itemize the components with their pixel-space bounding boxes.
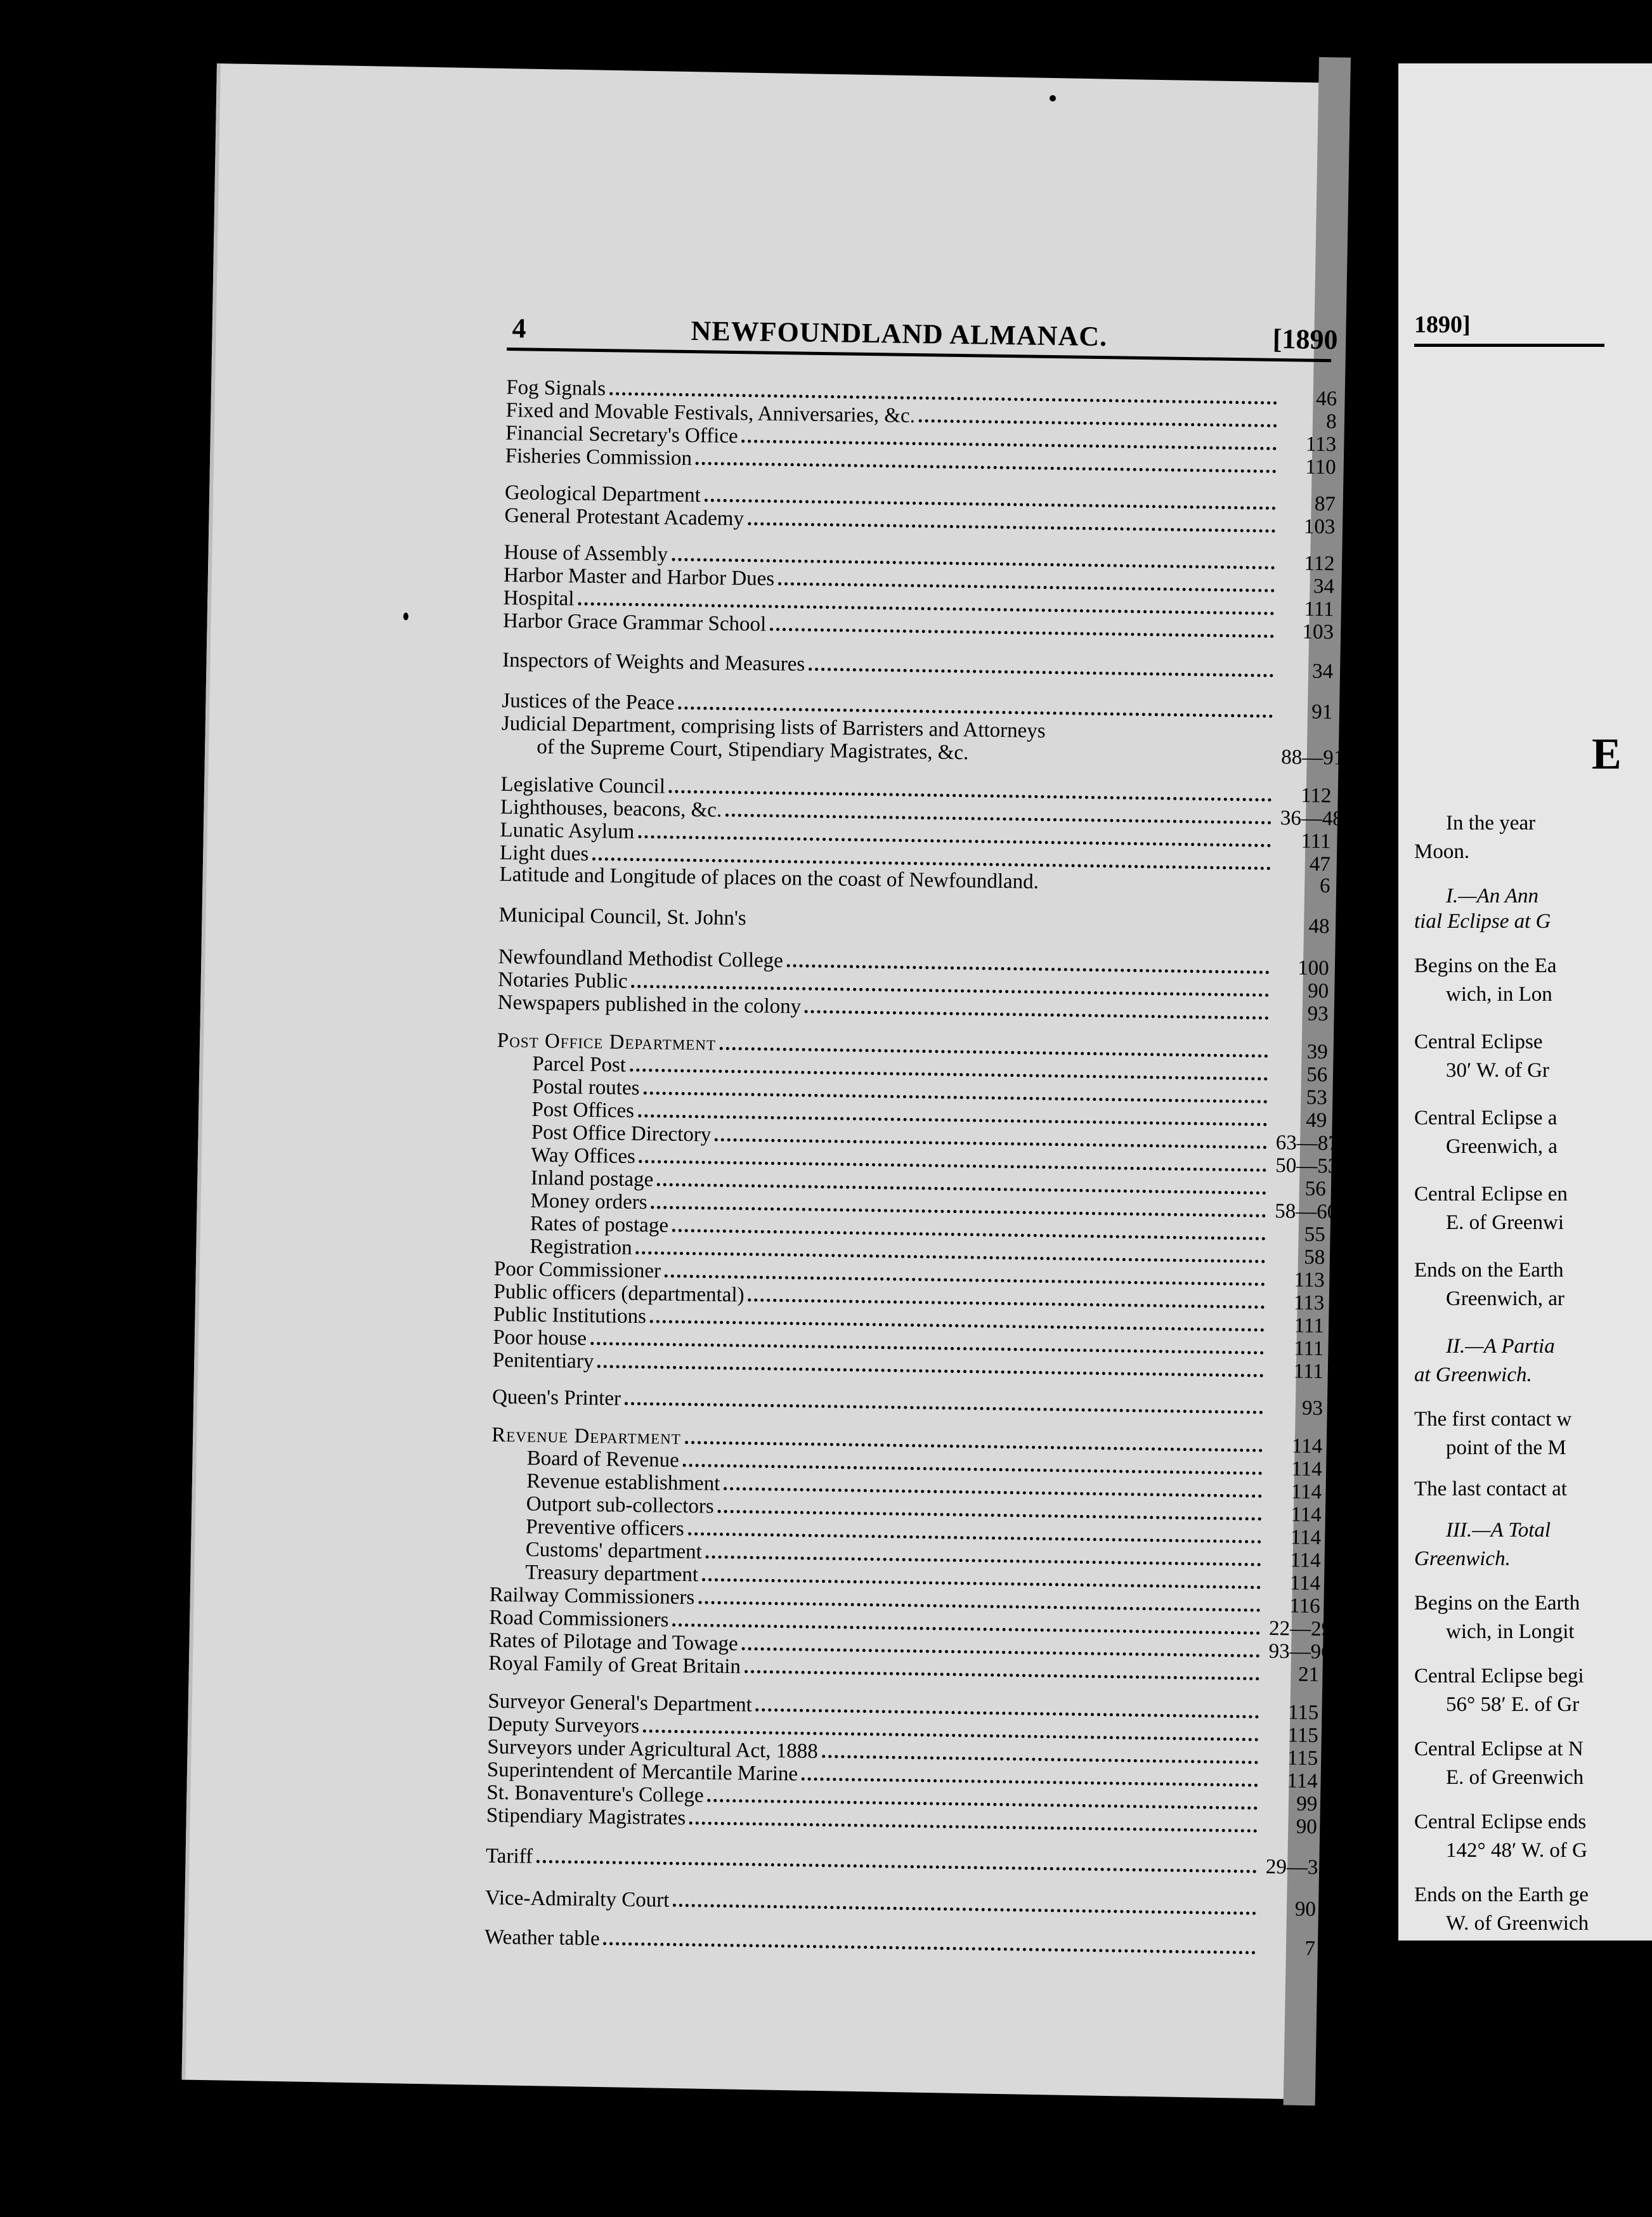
- leader-dots: [673, 1904, 1256, 1915]
- leader-dots: [748, 522, 1275, 533]
- table-of-contents: [484, 311, 1344, 2003]
- toc-entry-label: Money orders: [530, 1189, 647, 1214]
- right-page-line: wich, in Longit: [1446, 1620, 1575, 1643]
- toc-entry-page: 112: [1300, 784, 1332, 808]
- toc-entry-page: 114: [1290, 1526, 1322, 1550]
- toc-entry-page: 50—53: [1275, 1154, 1339, 1178]
- toc-entry-page: 115: [1287, 1746, 1318, 1771]
- toc-entry-label: Penitentiary: [492, 1348, 594, 1374]
- leader-dots: [822, 1755, 1259, 1764]
- leader-dots: [809, 668, 1273, 677]
- toc-entry-label: of the Supreme Court, Stipendiary Magistrates, &c.: [537, 735, 969, 765]
- toc-entry-label: Light dues: [499, 841, 589, 866]
- toc-entry-page: 91: [1311, 700, 1333, 724]
- toc-entry-label: Municipal Council, St. John's: [498, 903, 746, 930]
- toc-entry-label: Public Institutions: [493, 1303, 647, 1329]
- toc-entry-page: 111: [1294, 1314, 1325, 1338]
- toc-entry-label: Inspectors of Weights and Measures: [502, 648, 805, 676]
- leader-dots: [787, 964, 1270, 974]
- right-page-line: III.—A Total: [1446, 1519, 1551, 1542]
- leader-dots: [756, 1708, 1259, 1719]
- toc-entry-label: Board of Revenue: [526, 1447, 680, 1472]
- toc-entry-page: 47: [1309, 852, 1331, 876]
- toc-entry-label: Financial Secretary's Office: [505, 421, 738, 448]
- toc-entry-label: Post Office Directory: [531, 1121, 712, 1147]
- toc-entry-page: 58: [1304, 1245, 1325, 1270]
- leader-dots: [778, 582, 1275, 592]
- right-page-drop-letter: E: [1592, 730, 1622, 779]
- toc-entry-label: Post Office Department: [497, 1029, 717, 1055]
- toc-entry-page: 22—29: [1268, 1616, 1332, 1641]
- leader-dots: [689, 1821, 1258, 1833]
- toc-entry-label: Latitude and Longitude of places on the coast of Newfoundland.: [499, 862, 1039, 894]
- right-page-line: 56° 58′ E. of Gr: [1446, 1693, 1580, 1716]
- toc-entry-page: 46: [1315, 387, 1337, 411]
- toc-entry-page: 115: [1287, 1701, 1319, 1725]
- toc-entry-page: 114: [1287, 1769, 1318, 1793]
- toc-entry-page: 63—87: [1275, 1131, 1339, 1155]
- toc-entry-page: 93: [1301, 1396, 1324, 1421]
- right-page-line: E. of Greenwich: [1446, 1766, 1584, 1789]
- toc-entry-page: 93—96: [1268, 1639, 1332, 1664]
- leader-dots: [597, 1365, 1263, 1377]
- toc-entry-label: Revenue Department: [491, 1423, 682, 1449]
- leader-dots: [745, 1670, 1259, 1680]
- toc-entry-page: 56: [1306, 1063, 1328, 1087]
- toc-entry-page: 56: [1304, 1177, 1327, 1201]
- toc-entry-page: 103: [1303, 515, 1336, 539]
- leader-dots: [805, 1010, 1269, 1020]
- toc-entry-page: 36—48: [1280, 807, 1344, 831]
- toc-entry-page: 29—32: [1265, 1855, 1329, 1880]
- leader-dots: [919, 419, 1277, 427]
- toc-entry: [485, 1844, 1329, 1880]
- leader-dots: [604, 1942, 1256, 1954]
- toc-entry-label: General Protestant Academy: [504, 504, 745, 531]
- toc-entry-label: Fisheries Commission: [505, 444, 693, 471]
- toc-entry-page: 111: [1293, 1337, 1324, 1361]
- right-page-line: Greenwich, ar: [1446, 1287, 1564, 1310]
- toc-entry-label: Road Commissioners: [488, 1606, 669, 1632]
- right-page-line: In the year: [1446, 812, 1536, 835]
- leader-dots: [696, 462, 1277, 473]
- right-page-line: I.—An Ann: [1446, 885, 1539, 907]
- toc-entry-label: House of Assembly: [504, 540, 668, 566]
- toc-entry-page: 103: [1302, 620, 1334, 644]
- toc-entry-page: 113: [1305, 432, 1337, 457]
- toc-entry: [485, 1887, 1316, 1921]
- toc-entry-page: 21: [1298, 1663, 1320, 1687]
- toc-entry-page: 90: [1294, 1897, 1317, 1921]
- toc-entry-page: 114: [1291, 1457, 1322, 1481]
- toc-entry-label: Queen's Printer: [491, 1385, 621, 1410]
- right-page-line: Ends on the Earth ge: [1414, 1883, 1589, 1906]
- right-page-line: 30′ W. of Gr: [1446, 1059, 1550, 1082]
- toc-entry-page: 90: [1307, 979, 1329, 1003]
- toc-entry-label: Parcel Post: [532, 1052, 627, 1077]
- toc-entry-label: Preventive officers: [525, 1515, 685, 1541]
- leader-dots: [625, 1402, 1263, 1414]
- toc-entry-label: St. Bonaventure's College: [486, 1781, 704, 1807]
- right-page-line: Central Eclipse en: [1414, 1183, 1568, 1206]
- toc-entry-label: Post Offices: [531, 1098, 635, 1122]
- right-page-line: Central Eclipse begi: [1414, 1665, 1584, 1687]
- toc-entry-page: 39: [1306, 1040, 1329, 1064]
- toc-entry-page: 7: [1304, 1937, 1316, 1961]
- toc-entry-page: 53: [1306, 1086, 1328, 1110]
- toc-entry-page: 114: [1289, 1571, 1321, 1596]
- right-page-line: Central Eclipse: [1414, 1030, 1543, 1053]
- toc-entry-label: Surveyors under Agricultural Act, 1888: [487, 1735, 819, 1764]
- leader-dots: [537, 1860, 1257, 1873]
- toc-entry-page: 49: [1306, 1108, 1327, 1133]
- toc-entry-label: Registration: [530, 1235, 632, 1259]
- toc-entry-page: 115: [1287, 1724, 1319, 1748]
- toc-entry-page: 58—60: [1275, 1200, 1338, 1224]
- toc-entry-label: Harbor Master and Harbor Dues: [503, 563, 775, 590]
- toc-entry-page: 34: [1311, 660, 1334, 684]
- right-page-line: Greenwich, a: [1446, 1135, 1558, 1158]
- toc-entry-label: Judicial Department, comprising lists of Barristers and Attorneys: [501, 712, 1046, 743]
- toc-entry-label: Weather table: [484, 1925, 600, 1951]
- toc-entry-page: 111: [1301, 829, 1331, 854]
- toc-entry: [502, 649, 1333, 683]
- right-page-line: Greenwich.: [1414, 1547, 1511, 1570]
- toc-entry-label: Outport sub-collectors: [526, 1492, 714, 1518]
- right-page-content: [1414, 311, 1622, 1935]
- toc-entry-page: 113: [1294, 1268, 1325, 1292]
- right-page-line: Moon.: [1414, 840, 1470, 863]
- toc-entry-page: 99: [1296, 1792, 1318, 1816]
- toc-entry: [485, 1926, 1315, 1960]
- toc-entry-page: 100: [1297, 956, 1329, 980]
- toc-entry-label: Fog Signals: [506, 375, 606, 401]
- toc-entry-label: Lunatic Asylum: [500, 818, 635, 843]
- page-year: [1890: [1272, 323, 1338, 356]
- toc-entry: [492, 1386, 1323, 1420]
- ink-speck: [1050, 95, 1056, 101]
- toc-entry-label: Hospital: [503, 586, 575, 611]
- toc-entry-page: 114: [1290, 1549, 1321, 1573]
- toc-entry-label: Stipendiary Magistrates: [486, 1804, 686, 1830]
- right-page-line: Central Eclipse at N: [1414, 1738, 1584, 1760]
- right-page-line: point of the M: [1446, 1436, 1566, 1459]
- leader-dots: [770, 628, 1274, 638]
- toc-entry-page: 93: [1307, 1002, 1329, 1026]
- toc-entry-page: 111: [1304, 597, 1334, 621]
- toc-entry-label: Legislative Council: [500, 772, 666, 798]
- toc-entry-label: Harbor Grace Grammar School: [502, 609, 767, 636]
- toc-entry-label: Customs' department: [525, 1538, 703, 1564]
- right-page-line: E. of Greenwi: [1446, 1211, 1564, 1234]
- toc-entry-label: Surveyor General's Department: [488, 1689, 753, 1717]
- toc-entry-page: 90: [1296, 1815, 1317, 1839]
- right-page-line: at Greenwich.: [1414, 1363, 1532, 1386]
- right-page-line: II.—A Partia: [1446, 1335, 1555, 1358]
- toc-entry-label: Inland postage: [530, 1166, 654, 1192]
- toc-entry-label: Newfoundland Methodist College: [498, 945, 784, 973]
- toc-entry-label: Poor house: [493, 1325, 587, 1350]
- toc-entry-label: Public officers (departmental): [493, 1280, 745, 1307]
- toc-entry-page: 34: [1313, 575, 1335, 599]
- toc-entry-page: 111: [1293, 1360, 1324, 1384]
- toc-entry-label: Way Offices: [531, 1143, 636, 1168]
- toc-entry-label: Justices of the Peace: [502, 689, 675, 715]
- toc-entry-label: Railway Commissioners: [489, 1583, 695, 1609]
- toc-entry-page: 114: [1291, 1503, 1322, 1527]
- toc-entry-page: 114: [1291, 1480, 1322, 1504]
- right-page-line: The last contact at: [1414, 1478, 1567, 1500]
- toc-entry-label: Geological Department: [504, 481, 701, 507]
- leader-dots: [802, 1778, 1258, 1787]
- toc-entry-page: 116: [1289, 1594, 1320, 1618]
- toc-entry-label: Revenue establishment: [526, 1469, 720, 1495]
- right-page-line: tial Eclipse at G: [1414, 910, 1551, 933]
- right-page-line: Ends on the Earth: [1414, 1259, 1564, 1282]
- toc-entry-page: 8: [1325, 410, 1337, 434]
- toc-entry-page: 55: [1304, 1223, 1326, 1247]
- toc-entry-label: Lighthouses, beacons, &c.: [500, 795, 722, 822]
- leader-dots: [972, 759, 1272, 764]
- toc-entry: [498, 904, 1329, 938]
- right-page-line: Begins on the Earth: [1414, 1592, 1580, 1615]
- toc-entry-label: Rates of postage: [530, 1212, 669, 1237]
- right-page-line: Central Eclipse a: [1414, 1107, 1558, 1129]
- toc-entry-label: Treasury department: [524, 1561, 699, 1587]
- right-page-line: Begins on the Ea: [1414, 954, 1557, 977]
- right-page-line: wich, in Lon: [1446, 983, 1552, 1006]
- right-page-line: The first contact w: [1414, 1408, 1572, 1431]
- right-page-header: 1890]: [1414, 311, 1604, 347]
- toc-entry-page: 6: [1319, 874, 1330, 898]
- toc-entry-page: 114: [1291, 1434, 1323, 1459]
- toc-entry-label: Tariff: [485, 1844, 533, 1868]
- page-title: NEWFOUNDLAND ALMANAC.: [691, 315, 1108, 353]
- toc-entry-label: Deputy Surveyors: [487, 1712, 640, 1738]
- toc-entry-page: 88—91: [1281, 746, 1344, 770]
- toc-entry-label: Superintendent of Mercantile Marine: [486, 1758, 798, 1786]
- toc-entry-page: 113: [1293, 1291, 1325, 1315]
- right-page-line: Central Eclipse ends: [1414, 1811, 1587, 1833]
- toc-entry-page: 110: [1305, 455, 1336, 479]
- right-page-line: 142° 48′ W. of G: [1446, 1839, 1588, 1862]
- right-page-line: W. of Greenwich: [1446, 1912, 1589, 1935]
- toc-entry-page: 112: [1304, 552, 1335, 576]
- ink-speck: [403, 613, 408, 620]
- toc-entry-label: Vice-Admiralty Court: [485, 1886, 670, 1912]
- page-number: 4: [512, 313, 526, 344]
- toc-entry-label: Fixed and Movable Festivals, Anniversaries, &c.: [505, 398, 916, 427]
- toc-entry-page: 87: [1314, 492, 1336, 516]
- toc-entry-page: 48: [1308, 914, 1330, 939]
- toc-entry-label: Newspapers published in the colony: [497, 991, 802, 1018]
- toc-entry-label: Poor Commissioner: [493, 1257, 661, 1283]
- toc-entry-label: Notaries Public: [498, 968, 628, 993]
- toc-entry-label: Royal Family of Great Britain: [488, 1651, 741, 1679]
- toc-entry-label: Rates of Pilotage and Towage: [488, 1629, 738, 1656]
- toc-entry-label: Postal routes: [531, 1075, 640, 1100]
